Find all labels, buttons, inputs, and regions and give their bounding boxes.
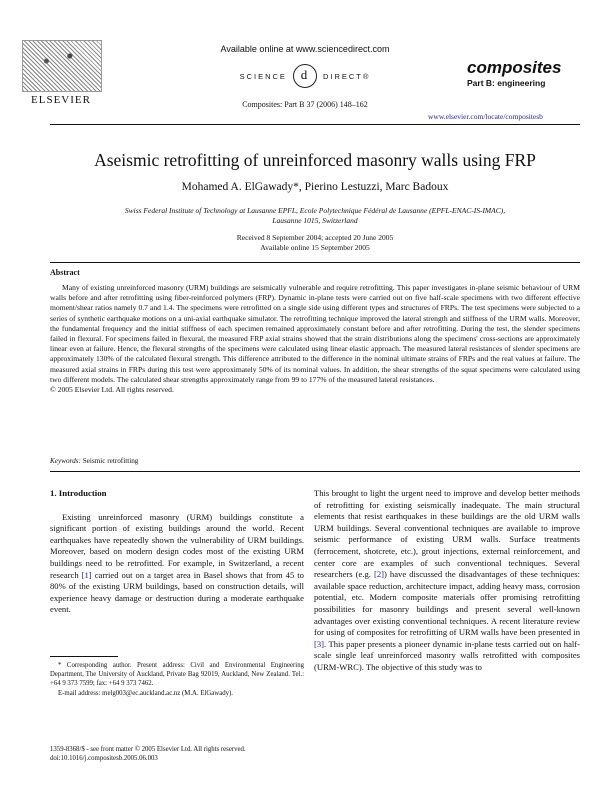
intro-paragraph-left [50, 512, 304, 616]
affiliation-line2: Lausanne 1015, Switzerland [272, 216, 358, 225]
article-title: Aseismic retrofitting of unreinforced masonry walls using FRP [94, 150, 536, 170]
abstract-heading: Abstract [50, 268, 80, 277]
right-text-a: This brought to light the urgent need to improve and develop better methods of retrofitting for existing seismically inadequate. The main structural elements that resist earthquakes in these buildings are the old URM walls URM buildings. Several conventional techniques are available to improve seismic performance of existing URM walls. Surface treatments (ferrocement, shotcrete, etc.), grout injections, external reinforcement, and center core are examples of such conventional techniques. Several researchers (e.g. [314, 488, 580, 580]
sd-mark-icon: d [293, 64, 317, 88]
sd-left: SCIENCE [239, 71, 287, 81]
right-text-c: . This paper presents a pioneer dynamic in-plane tests carried out on half-scale single leaf unreinforced masonry walls retrofitted with composites (URM-WRC). The objective of this study was to [314, 638, 580, 672]
brand-title: composites [467, 58, 562, 77]
section-title: 1. Introduction [50, 488, 107, 498]
affiliation-line1: Swiss Federal Institute of Technology at Lausanne EPFL, Ecole Polytechnique Fédéral de Lausanne (EPFL-ENAC-IS-IMAC), [124, 206, 506, 215]
citation-link-3[interactable]: [3] [314, 638, 325, 649]
sd-right: DIRECT® [322, 71, 371, 81]
abstract-text: Many of existing unreinforced masonry (URM) buildings are seismically vulnerable and require retrofitting. This paper investigates in-plane seismic behaviour of URM walls before and after retrofitting using fiber-reinforced polymers (FRP). Dynamic in-plane tests were carried out on five half-scale specimens with two different effective moment/shear ratios namely 0.7 and 1.4. The specimens were retrofitted on a single side using different types and structures of FRPs. The test specimens were subjected to a series of synthetic earthquake motions on a uni-axial earthquake simulator. The retrofitting technique improved the lateral strength and stiffness of the URM walls. Moreover, the fundamental frequency and the initial stiffness of each specimen remained approximately constant before and after retrofitting. During the test, the slender specimens failed in flexural. For specimens failed in flexural, the measured FRP axial strains showed that the strain distributions along the specimens' cross-sections are approximately linear even at failure. Hence, the flexural strengths of the specimens were calculated using linear elastic approach. The measured lateral resistances of slender specimens are approximately 130% of the calculated flexural strength. This difference attributed to the difference in the nominal ultimate strains of FRPs and the real values at failure. The measured axial strains in FRPs during this test were approximately 50% of its nominal values. In addition, the shear strengths of the squat specimens were calculated using two different models. The calculated shear strengths approximately range from 99 to 177% of the measured lateral resistances. [50, 283, 580, 384]
affiliation [80, 206, 550, 226]
publisher-name: ELSEVIER [31, 94, 91, 106]
journal-url-link[interactable]: www.elsevier.com/locate/compositesb [428, 112, 543, 121]
intro-paragraph-right [314, 488, 580, 674]
keywords-label: Keywords: [50, 457, 81, 465]
keywords-value: Seismic retrofitting [82, 457, 139, 465]
abstract-body [50, 283, 580, 395]
right-column [314, 488, 580, 674]
issn-info [50, 745, 304, 763]
sciencedirect-header [190, 44, 420, 88]
sciencedirect-logo [190, 64, 420, 88]
intro-text-b: carried out on a target area in Basel shows that from 45 to 80% of the existing URM buildings, based on construction details, will experience heavy damage or destruction during a moderate earthquake event. [50, 569, 304, 615]
received-date: Received 8 September 2004; accepted 20 June 2005 [236, 233, 394, 242]
keywords [50, 457, 138, 465]
article-dates [50, 233, 580, 253]
abstract-bottom-divider [50, 471, 580, 472]
email-note: E-mail address: melg003@ec.auckland.ac.nz (M.A. ElGawady). [58, 689, 233, 697]
issn-line: 1359-8368/$ - see front matter © 2005 Elsevier Ltd. All rights reserved. [50, 746, 246, 753]
elsevier-logo [22, 40, 100, 106]
header-divider [50, 124, 580, 125]
doi-line: doi:10.1016/j.compositesb.2005.06.003 [50, 755, 158, 763]
abstract-copyright: © 2005 Elsevier Ltd. All rights reserved. [50, 385, 174, 395]
citation-link-1[interactable]: [1] [81, 569, 92, 580]
article-authors: Mohamed A. ElGawady*, Pierino Lestuzzi, Marc Badoux [181, 181, 449, 193]
elsevier-tree-icon [22, 40, 102, 92]
journal-reference: Composites: Part B 37 (2006) 148–162 [242, 100, 368, 109]
abstract-top-divider [50, 262, 580, 263]
intro-text-a: Existing unreinforced masonry (URM) buildings constitute a significant portion of existing buildings around the world. Recent earthquakes have repeatedly shown the vulnerability of URM buildings. Moreover, based on modern design codes most of the existing URM buildings need to be retrofitted. For example, in Switzerland, a recent research [50, 511, 304, 580]
available-online: Available online at www.sciencedirect.com [220, 44, 390, 54]
footnote [50, 661, 304, 698]
right-text-b: ) have discussed the disadvantages of these techniques: available space reduction, architecture impact, adding heavy mass, corrosion potential, etc. Modern composite materials offer promising retrofitting possibilities for masonry buildings and present several well-known advantages over existing conventional techniques. A recent literature review for using of composites for retrofitting of URM walls have been presented in [314, 569, 580, 638]
footnote-divider [50, 656, 118, 657]
citation-link-2[interactable]: [2] [374, 569, 385, 580]
composites-logo [467, 58, 577, 88]
left-column [50, 488, 304, 616]
corresponding-author-note: * Corresponding author. Present address: Civil and Environmental Engineering Department, The University of Auckland, Private Bag 92019, Auckland, New Zealand. Tel.: +64 9 373 7599; fax: +64 9 373 7462. [50, 662, 304, 688]
brand-subtitle: Part B: engineering [467, 78, 546, 88]
available-date: Available online 15 September 2005 [260, 243, 370, 252]
